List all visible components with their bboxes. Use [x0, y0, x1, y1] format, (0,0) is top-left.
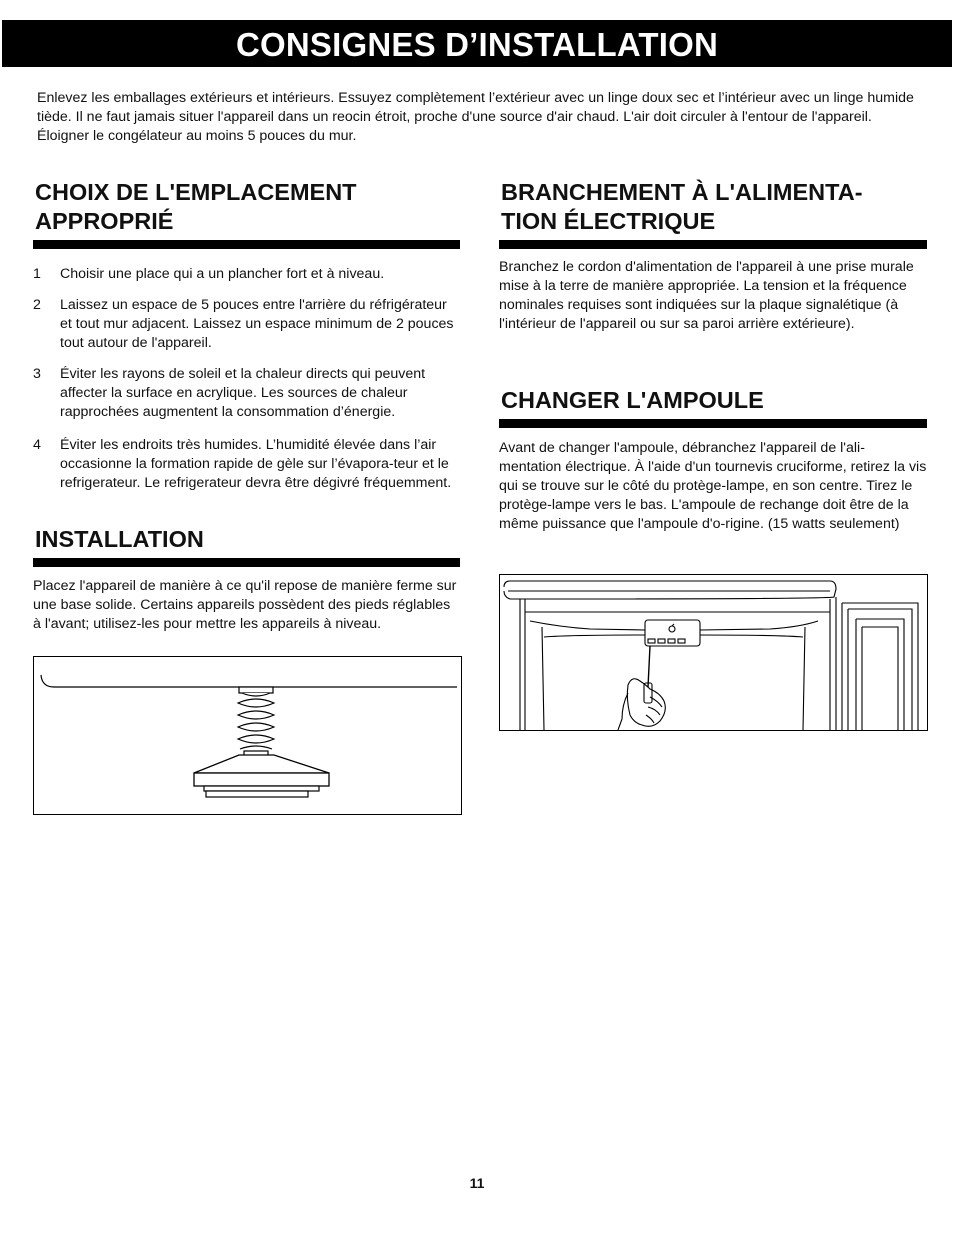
list-item: [33, 296, 460, 353]
location-heading-line2: APPROPRIÉ: [35, 208, 174, 234]
bulb-text: Avant de changer l'ampoule, débranchez l'appareil de l'ali-mentation électrique. À l'aide d'un tournevis cruciforme, retirez la vis qui se trouve sur le côté du protège-lampe, en son centre. Tirez le protège-lampe vers le bas. L'ampoule de rechange doit être de la même puissance que l'ampoule d'o-rigine. (15 watts seulement): [499, 440, 927, 532]
installation-section: [33, 525, 460, 634]
leveling-foot-drawing: [34, 657, 461, 814]
leveling-foot-illustration: [33, 656, 462, 815]
list-item-number: 4: [33, 437, 41, 453]
list-item-number: 1: [33, 266, 41, 282]
bulb-replacement-illustration: [499, 574, 928, 731]
location-list: [33, 265, 460, 493]
list-item-text: Choisir une place qui a un plancher fort et à niveau.: [60, 266, 385, 282]
list-item-text: Éviter les endroits très humides. L’humidité élevée dans l’air occasionne la formation rapide de gèle sur l’évapora-teur et le refrigerateur. Le refrigerateur devra être dégivré fréquemment.: [60, 437, 452, 491]
power-heading-line1: BRANCHEMENT À L'ALIMENTA-: [501, 179, 863, 205]
list-item-number: 3: [33, 366, 41, 382]
location-section: [33, 178, 460, 505]
bulb-heading: CHANGER L'AMPOULE: [499, 386, 927, 428]
power-heading: [499, 178, 927, 249]
list-item: [33, 436, 460, 493]
bulb-section: [499, 386, 927, 534]
list-item-number: 2: [33, 297, 41, 313]
intro-paragraph: Enlevez les emballages extérieurs et intérieurs. Essuyez complètement l’extérieur avec un linge doux sec et l’intérieur avec un linge humide tiède. Il ne faut jamais situer l'appareil dans un reocin étroit, proche d'une source d'air chaud. L'air doit circuler à l'entour de l'appareil. Éloigner le congélateur au moins 5 pouces du mur.: [37, 90, 914, 144]
power-section: [499, 178, 927, 334]
location-heading-line1: CHOIX DE L'EMPLACEMENT: [35, 179, 357, 205]
location-heading: [33, 178, 460, 249]
installation-heading: INSTALLATION: [33, 525, 460, 567]
installation-text: Placez l'appareil de manière à ce qu'il repose de manière ferme sur une base solide. Certains appareils possèdent des pieds réglables à l'avant; utilisez-les pour mettre les appareils à niveau.: [33, 578, 457, 632]
page-title: CONSIGNES D’INSTALLATION: [2, 20, 952, 67]
list-item: [33, 265, 460, 284]
power-text: Branchez le cordon d'alimentation de l'appareil à une prise murale mise à la terre de manière appropriée. La tension et la fréquence nominales requises sont indiquées sur la plaque signalétique (à l'intérieur de l'appareil ou sur sa paroi arrière extérieure).: [499, 259, 914, 332]
power-heading-line2: TION ÉLECTRIQUE: [501, 208, 716, 234]
list-item: [33, 365, 460, 422]
list-item-text: Éviter les rayons de soleil et la chaleur directs qui peuvent affecter la surface en acrylique. Les sources de chaleur rapprochées augmentent la consommation d’énergie.: [60, 366, 426, 420]
list-item-text: Laissez un espace de 5 pouces entre l'arrière du réfrigérateur et tout mur adjacent. Laissez un espace minimum de 2 pouces tout autour de l'appareil.: [60, 297, 454, 351]
bulb-replacement-drawing: [500, 575, 927, 730]
page-number: 11: [469, 1175, 485, 1191]
